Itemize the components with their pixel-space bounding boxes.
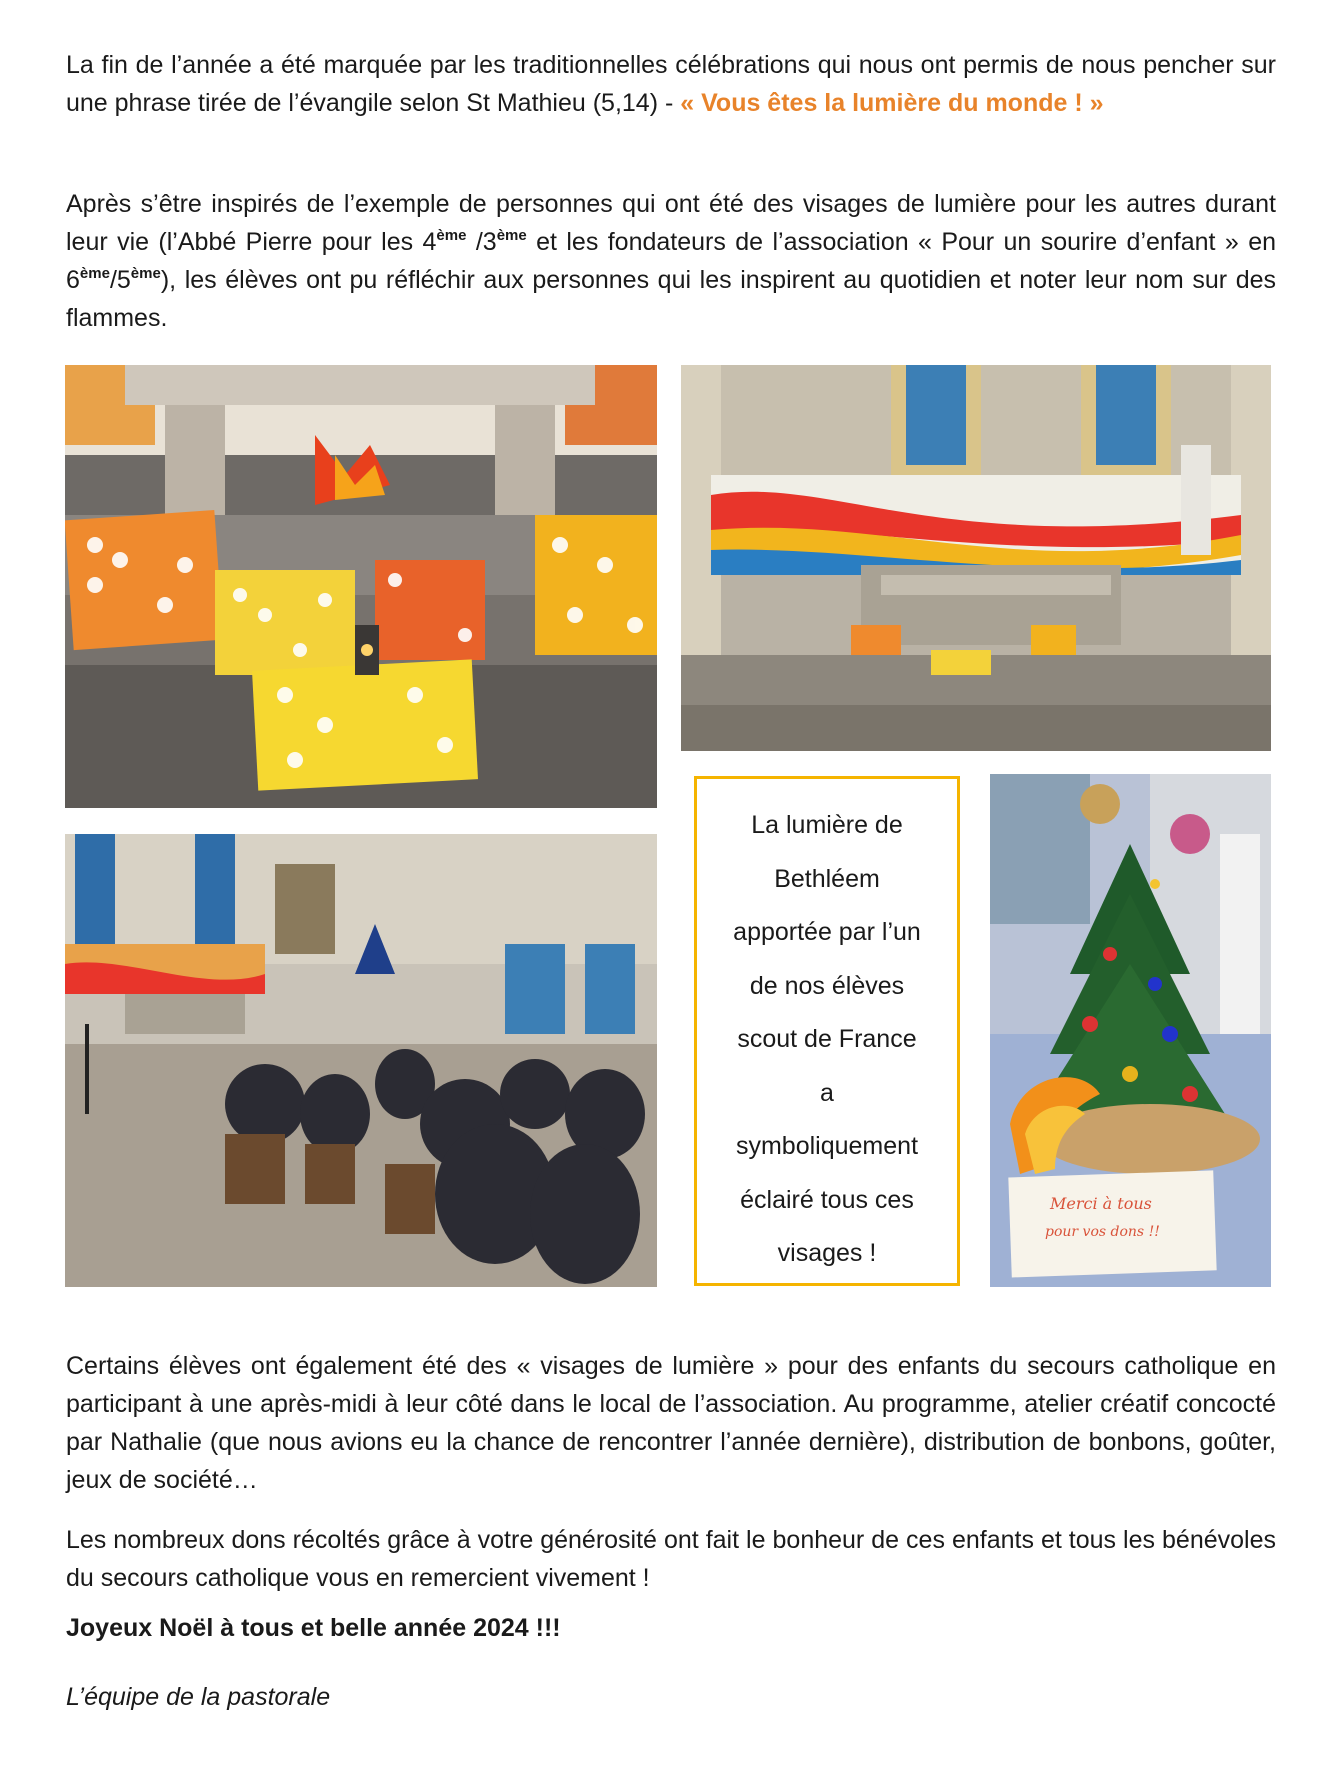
intro-paragraph (66, 46, 1276, 122)
callout-line: visages ! (777, 1239, 877, 1267)
callout-line: symboliquement (735, 1132, 919, 1160)
secours-paragraph: Certains élèves ont également été des « visages de lumière » pour des enfants du secours catholique en participant à une après-midi à leur côté dans le local de l’association. Au programme, atelier créatif concocté par Nathalie (que nous avions eu la chance de rencontrer l’année dernière), distribution de bonbons, goûter, jeux de société… (66, 1352, 1276, 1494)
inspiration-text-2: /3 (466, 228, 497, 256)
ordinal-sup: ème (496, 227, 527, 244)
thank-you-note-line1: Merci à tous (1050, 1194, 1152, 1213)
inspiration-text-3: et les fondateurs de l’association « Pour un sourire d’enfant » en 6 (66, 228, 1277, 294)
callout-box (694, 776, 960, 1286)
photo-altar-flames (65, 365, 657, 808)
callout-text (697, 799, 957, 1281)
photo-church-choir (681, 365, 1271, 751)
thank-you-note-line2: pour vos dons !! (1045, 1224, 1160, 1240)
callout-line: Bethléem (774, 864, 880, 893)
inspiration-paragraph (66, 185, 1276, 337)
inspiration-text-5: ), les élèves ont pu réfléchir aux personnes qui les inspirent au quotidien et noter leur nom sur des flammes. (66, 266, 1276, 332)
ordinal-sup: ème (79, 265, 110, 282)
photo-christmas-tree (990, 774, 1271, 1287)
callout-line: de nos élèves (749, 971, 905, 1000)
signature: L’équipe de la pastorale (66, 1683, 331, 1711)
photo-students-church (65, 834, 657, 1287)
intro-text: La fin de l’année a été marquée par les traditionnelles célébrations qui nous ont permis de nous pencher sur une phrase tirée de l’évangile selon St Mathieu (5,14) - (66, 51, 1276, 117)
callout-line: scout de France (737, 1025, 917, 1053)
callout-line: a (820, 1078, 834, 1107)
ordinal-sup: ème (130, 265, 161, 282)
ordinal-sup: ème (436, 227, 467, 244)
dons-paragraph: Les nombreux dons récoltés grâce à votre générosité ont fait le bonheur de ces enfants et tous les bénévoles du secours catholique vous en remercient vivement ! (66, 1526, 1276, 1592)
inspiration-text-4: /5 (109, 266, 131, 294)
greeting: Joyeux Noël à tous et belle année 2024 !!! (66, 1614, 561, 1642)
callout-line: La lumière de (751, 811, 903, 839)
inspiration-text-1: Après s’être inspirés de l’exemple de personnes qui ont été des visages de lumière pour les autres durant leur vie (l’Abbé Pierre pour les 4 (66, 190, 1276, 256)
callout-line: éclairé tous ces (740, 1185, 914, 1214)
gospel-quote: « Vous êtes la lumière du monde ! » (680, 89, 1104, 117)
callout-line: apportée par l’un (733, 918, 921, 946)
